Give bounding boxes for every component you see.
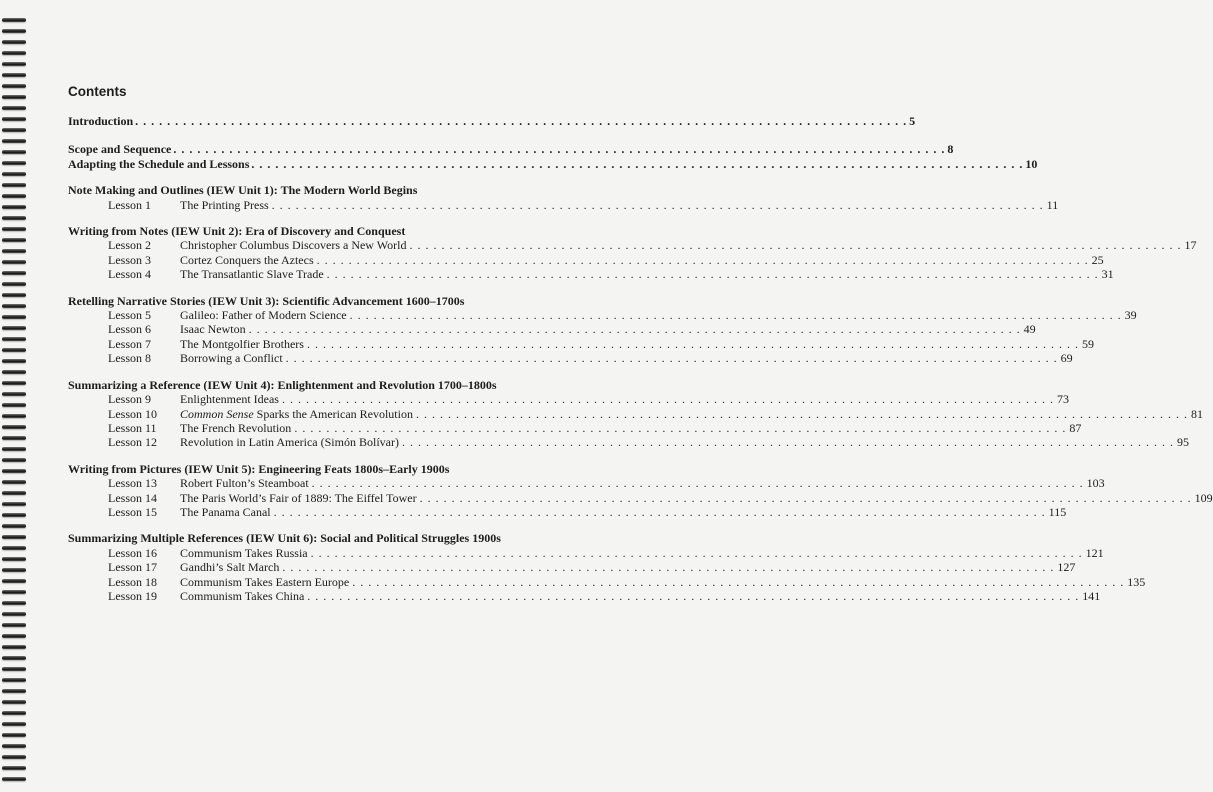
unit-heading: Writing from Pictures (IEW Unit 5): Engineering Feats 1800s–Early 1900s: [68, 461, 450, 476]
lesson-title: Galileo: Father of Modern Science: [180, 308, 347, 323]
spiral-coil: [2, 62, 26, 66]
lesson-page: 115: [1048, 504, 1067, 519]
lesson-entry: [68, 336, 1094, 351]
spiral-coil: [2, 84, 26, 88]
lesson-title: Revolution in Latin America (Simón Bolívar): [180, 435, 399, 450]
lesson-page: 49: [1023, 322, 1036, 337]
spiral-coil: [2, 590, 26, 594]
spiral-coil: [2, 51, 26, 55]
lesson-entry: [68, 351, 1073, 366]
spiral-coil: [2, 238, 26, 242]
lesson-title: The Montgolfier Brothers: [180, 336, 304, 351]
lesson-number: Lesson 4: [108, 267, 151, 282]
spiral-coil: [2, 700, 26, 704]
lesson-entry: [68, 560, 1076, 575]
dot-leader: [327, 267, 1099, 281]
unit-list: [68, 183, 1213, 603]
lesson-page: 81: [1190, 406, 1203, 421]
dot-leader: [312, 476, 1084, 490]
spiral-coil: [2, 128, 26, 132]
lesson-title: Robert Fulton’s Steamboat: [180, 476, 309, 491]
dot-leader: [311, 546, 1083, 560]
spiral-coil: [2, 645, 26, 649]
lesson-page: 95: [1176, 435, 1189, 450]
spiral-coil: [2, 348, 26, 352]
spiral-binding: [0, 0, 26, 792]
lesson-title: The Printing Press: [180, 197, 269, 212]
lesson-entry: [68, 588, 1101, 603]
spiral-coil: [2, 678, 26, 682]
spiral-coil: [2, 612, 26, 616]
lesson-number: Lesson 12: [108, 435, 157, 450]
spiral-coil: [2, 535, 26, 539]
dot-leader: [294, 421, 1066, 435]
spiral-coil: [2, 711, 26, 715]
toc-entry-page: 8: [947, 142, 954, 157]
spiral-coil: [2, 106, 26, 110]
spiral-coil: [2, 216, 26, 220]
dot-leader: [249, 322, 1021, 336]
spiral-coil: [2, 260, 26, 264]
lesson-page: 141: [1082, 588, 1101, 603]
lesson-entry: [68, 252, 1104, 267]
lesson-entry: [68, 545, 1104, 560]
dot-leader: [282, 392, 1054, 406]
unit-heading: Summarizing a Reference (IEW Unit 4): Enlightenment and Revolution 1700–1800s: [68, 377, 497, 392]
dot-leader: [173, 142, 945, 156]
spiral-coil: [2, 194, 26, 198]
spiral-coil: [2, 304, 26, 308]
spiral-coil: [2, 414, 26, 418]
spiral-coil: [2, 469, 26, 473]
unit-heading: Summarizing Multiple References (IEW Unit 6): Social and Political Struggles 1900s: [68, 531, 501, 546]
lesson-entry: [68, 504, 1067, 519]
dot-leader: [272, 198, 1044, 212]
lesson-number: Lesson 14: [108, 490, 157, 505]
dot-leader: [282, 560, 1054, 574]
lesson-number: Lesson 16: [108, 545, 157, 560]
spiral-coil: [2, 139, 26, 143]
lesson-title: Isaac Newton: [180, 322, 246, 337]
lesson-page: 135: [1127, 574, 1146, 589]
toc-entry-title: Introduction: [68, 114, 134, 128]
lesson-title: [180, 407, 413, 421]
spiral-coil: [2, 161, 26, 165]
spiral-coil: [2, 480, 26, 484]
dot-leader: [402, 435, 1174, 449]
spiral-coil: [2, 733, 26, 737]
lesson-number: Lesson 17: [108, 560, 157, 575]
dot-leader: [307, 337, 1079, 351]
unit-heading: Note Making and Outlines (IEW Unit 1): The Modern World Begins: [68, 183, 418, 198]
dot-leader: [286, 351, 1058, 365]
spiral-coil: [2, 689, 26, 693]
unit-heading: Writing from Notes (IEW Unit 2): Era of Discovery and Conquest: [68, 224, 406, 239]
spiral-coil: [2, 458, 26, 462]
lesson-title: The Panama Canal: [180, 504, 271, 519]
lesson-number: Lesson 13: [108, 476, 157, 491]
spiral-coil: [2, 29, 26, 33]
lesson-title: Borrowing a Conflict: [180, 351, 283, 366]
lesson-page: 109: [1194, 490, 1213, 505]
lesson-number: Lesson 18: [108, 574, 157, 589]
lesson-page: 103: [1086, 476, 1105, 491]
spiral-coil: [2, 282, 26, 286]
spiral-coil: [2, 117, 26, 121]
page-title: Contents: [68, 84, 127, 99]
lesson-page: 31: [1101, 267, 1114, 282]
spiral-coil: [2, 337, 26, 341]
spiral-coil: [2, 205, 26, 209]
lesson-number: Lesson 8: [108, 351, 151, 366]
spiral-coil: [2, 95, 26, 99]
lesson-entry: [68, 238, 1197, 253]
lesson-page: 11: [1046, 197, 1059, 212]
lesson-number: Lesson 11: [108, 420, 157, 435]
lesson-title: The Transatlantic Slave Trade: [180, 267, 324, 282]
spiral-coil: [2, 656, 26, 660]
lesson-title: Communism Takes China: [180, 588, 305, 603]
spiral-coil: [2, 491, 26, 495]
toc-entry-page: 5: [909, 114, 916, 128]
spiral-coil: [2, 436, 26, 440]
front-matter: [68, 114, 1038, 171]
dot-leader: [307, 589, 1079, 603]
lesson-page: 59: [1081, 336, 1094, 351]
lesson-title: Cortez Conquers the Aztecs: [180, 252, 314, 267]
lesson-page: 25: [1091, 252, 1104, 267]
lesson-number: Lesson 9: [108, 392, 151, 407]
lesson-title: Enlightenment Ideas: [180, 392, 279, 407]
spiral-coil: [2, 557, 26, 561]
spiral-coil: [2, 293, 26, 297]
spiral-coil: [2, 744, 26, 748]
dot-leader: [274, 505, 1046, 519]
toc-entry-introduction: [68, 114, 916, 128]
lesson-title-rest: Sparks the American Revolution: [253, 406, 413, 421]
lesson-number: Lesson 6: [108, 322, 151, 337]
lesson-entry: [68, 420, 1082, 435]
spiral-coil: [2, 766, 26, 770]
lesson-page: 39: [1124, 308, 1137, 323]
lesson-entry: [68, 267, 1114, 282]
dot-leader: [317, 253, 1089, 267]
spiral-coil: [2, 403, 26, 407]
dot-leader: [352, 575, 1124, 589]
spiral-coil: [2, 18, 26, 22]
dot-leader: [135, 114, 907, 128]
lesson-entry: [68, 308, 1137, 323]
lesson-number: Lesson 19: [108, 588, 157, 603]
lesson-entry: [68, 197, 1059, 212]
spiral-coil: [2, 502, 26, 506]
toc-entry-title: Adapting the Schedule and Lessons: [68, 156, 250, 171]
dot-leader: [409, 238, 1181, 252]
lesson-number: Lesson 3: [108, 252, 151, 267]
lesson-number: Lesson 15: [108, 504, 157, 519]
spiral-coil: [2, 315, 26, 319]
spiral-coil: [2, 568, 26, 572]
lesson-title: Communism Takes Eastern Europe: [180, 574, 350, 589]
spiral-coil: [2, 227, 26, 231]
lesson-title-italic: Common Sense: [180, 406, 254, 421]
spiral-coil: [2, 73, 26, 77]
spiral-coil: [2, 150, 26, 154]
spiral-coil: [2, 667, 26, 671]
lesson-entry: [68, 435, 1189, 450]
lesson-title: The French Revolution: [180, 420, 292, 435]
spiral-coil: [2, 381, 26, 385]
lesson-number: Lesson 10: [108, 406, 157, 421]
spiral-coil: [2, 326, 26, 330]
lesson-entry: [68, 392, 1069, 407]
spiral-coil: [2, 447, 26, 451]
spiral-coil: [2, 513, 26, 517]
dot-leader: [416, 407, 1188, 421]
spiral-coil: [2, 370, 26, 374]
spiral-coil: [2, 722, 26, 726]
unit-heading: Retelling Narrative Stories (IEW Unit 3): Scientific Advancement 1600–1700s: [68, 293, 465, 308]
spiral-coil: [2, 777, 26, 781]
spiral-coil: [2, 172, 26, 176]
toc-entry-scope: [68, 142, 954, 157]
lesson-page: 127: [1057, 560, 1076, 575]
spiral-coil: [2, 183, 26, 187]
dot-leader: [420, 491, 1192, 505]
dot-leader: [350, 308, 1122, 322]
lesson-number: Lesson 2: [108, 238, 151, 253]
lesson-number: Lesson 7: [108, 336, 151, 351]
lesson-entry: [68, 476, 1105, 491]
lesson-page: 69: [1060, 351, 1073, 366]
lesson-title: Christopher Columbus Discovers a New World: [180, 238, 407, 253]
lesson-page: 121: [1085, 545, 1104, 560]
spiral-coil: [2, 601, 26, 605]
lesson-page: 73: [1056, 392, 1069, 407]
spiral-coil: [2, 249, 26, 253]
toc-entry-title: Scope and Sequence: [68, 142, 172, 157]
spiral-coil: [2, 359, 26, 363]
dot-leader: [251, 157, 1023, 171]
lesson-title: Communism Takes Russia: [180, 545, 308, 560]
toc-entry-page: 10: [1025, 156, 1038, 171]
toc-entry-adapting: [68, 156, 1038, 171]
spiral-coil: [2, 755, 26, 759]
spiral-coil: [2, 271, 26, 275]
lesson-entry: [68, 490, 1213, 505]
lesson-page: 87: [1069, 420, 1082, 435]
lesson-title: Gandhi’s Salt March: [180, 560, 280, 575]
lesson-entry: [68, 406, 1203, 421]
lesson-entry: [68, 574, 1146, 589]
spiral-coil: [2, 546, 26, 550]
spiral-coil: [2, 40, 26, 44]
lesson-entry: [68, 322, 1036, 337]
spiral-coil: [2, 392, 26, 396]
contents-page: [68, 84, 1213, 603]
spiral-coil: [2, 425, 26, 429]
spiral-coil: [2, 634, 26, 638]
lesson-title: The Paris World’s Fair of 1889: The Eiffel Tower: [180, 490, 417, 505]
lesson-number: Lesson 1: [108, 197, 151, 212]
lesson-page: 17: [1184, 238, 1197, 253]
spiral-coil: [2, 579, 26, 583]
spiral-coil: [2, 623, 26, 627]
spiral-coil: [2, 524, 26, 528]
lesson-number: Lesson 5: [108, 308, 151, 323]
